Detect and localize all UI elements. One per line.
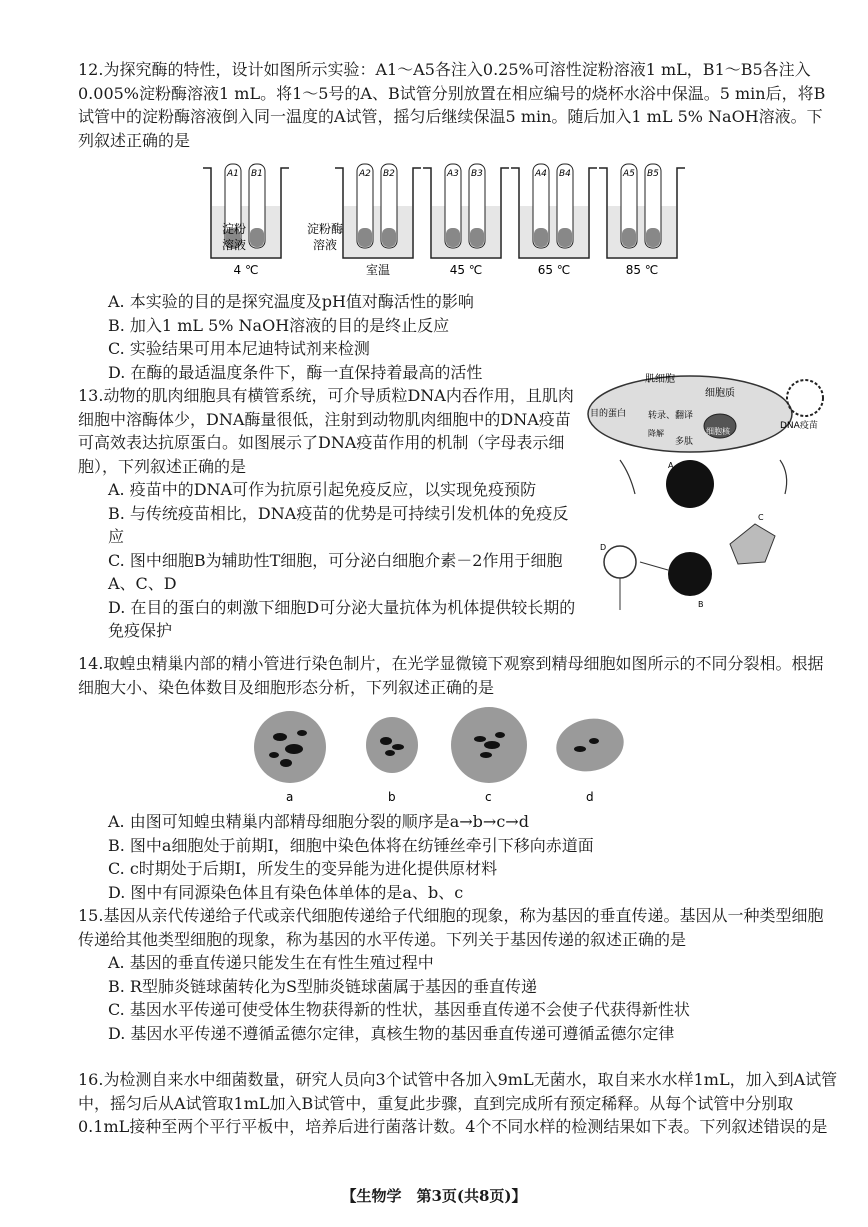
question-15 (78, 904, 838, 1045)
label-starch: 淀粉 (222, 222, 247, 236)
q14-option-d[interactable]: D. 图中有同源染色体且有染色体单体的是a、b、c (108, 882, 464, 902)
q13-option-a[interactable]: A. 疫苗中的DNA可作为抗原引起免疫反应，以实现免疫预防 (108, 480, 537, 499)
cell-label-a: a (286, 790, 294, 804)
q14-option-c[interactable]: C. c时期处于后期Ⅰ，所发生的变异能为进化提供原材料 (108, 859, 498, 878)
temperature-label: 65 ℃ (537, 263, 571, 277)
q12-option-b[interactable]: B. 加入1 mL 5% NaOH溶液的目的是终止反应 (108, 315, 450, 335)
label-starch-2: 溶液 (222, 238, 247, 252)
tube-label: A3 (447, 169, 459, 179)
temperature-label: 85 ℃ (625, 263, 659, 277)
tube-label: B2 (383, 169, 395, 179)
tube-solution (470, 228, 484, 247)
label-enzyme: 降解 (648, 429, 664, 438)
tube-label: B1 (251, 169, 263, 179)
question-14-options (78, 810, 838, 904)
page-footer: 【生物学 第3页(共8页)】 (341, 1187, 527, 1205)
tube-label: B5 (647, 169, 659, 179)
water-bath (432, 206, 500, 257)
question-16-stem: 16.为检测自来水中细菌数量，研究人员向3个试管中各加入9mL无菌水，取自来水水样1mL，加入到A试管中，摇匀后从A试管取1mL加入B试管中，重复此步骤，直到完成所有预定稀释。从每个试管中分别取0.1mL接种至两个平行平板中，培养后进行菌落计数。4个不同水样的检测结果如下表。下列叙述错误的是 (78, 1070, 838, 1136)
tube-solution (382, 228, 396, 247)
tube-solution (622, 228, 636, 247)
q14-option-b[interactable]: B. 图中a细胞处于前期Ⅰ，细胞中染色体将在纺锤丝牵引下移向赤道面 (108, 835, 594, 855)
water-bath (520, 206, 588, 257)
tube-label: B4 (559, 169, 571, 179)
label-enzyme-2: 溶液 (313, 238, 338, 252)
label-target-protein: 目的蛋白 (590, 409, 627, 419)
q12-option-a[interactable]: A. 本实验的目的是探究温度及pH值对酶活性的影响 (108, 292, 474, 311)
q12-beaker-figure (185, 160, 705, 280)
q14-option-a[interactable]: A. 由图可知蝗虫精巢内部精母细胞分裂的顺序是a→b→c→d (108, 812, 529, 831)
tube-label: A5 (623, 169, 635, 179)
temperature-label: 室温 (365, 263, 391, 277)
tube-label: A4 (535, 169, 547, 179)
cell-label-d: d (586, 790, 594, 804)
question-14 (78, 652, 838, 699)
q13-option-c[interactable]: C. 图中细胞B为辅助性T细胞，可分泌白细胞介素－2作用于细胞A、C、D (108, 550, 563, 593)
label-cell-a: A (668, 461, 674, 470)
label-transcription: 转录、翻译 (648, 411, 694, 421)
label-cytoplasm: 细胞质 (705, 388, 735, 399)
tube-label: B3 (471, 169, 483, 179)
question-15-stem: 15.基因从亲代传递给子代或亲代细胞传递给子代细胞的现象，称为基因的垂直传递。基因从一种类型细胞传递给其他类型细胞的现象，称为基因的水平传递。下列关于基因传递的叙述正确的是 (78, 906, 824, 949)
label-cell-c: C (758, 513, 764, 522)
label-muscle-cell: 肌细胞 (645, 374, 675, 385)
question-16 (78, 1068, 838, 1139)
temperature-label: 45 ℃ (449, 263, 483, 277)
water-bath (608, 206, 676, 257)
tube-label: A1 (227, 169, 239, 179)
tube-solution (358, 228, 372, 247)
q13-option-d[interactable]: D. 在目的蛋白的刺激下细胞D可分泌大量抗体为机体提供较长期的免疫保护 (108, 597, 576, 640)
q15-option-a[interactable]: A. 基因的垂直传递只能发生在有性生殖过程中 (108, 953, 434, 972)
q15-option-b[interactable]: B. R型肺炎链球菌转化为S型肺炎链球菌属于基因的垂直传递 (108, 976, 537, 996)
q14-cell-figure (250, 705, 630, 805)
label-cell-b: B (698, 600, 704, 609)
cell-label-c: c (485, 790, 492, 804)
tube-solution (646, 228, 660, 247)
question-13-stem: 13.动物的肌肉细胞具有横管系统，可介导质粒DNA内吞作用，且肌肉细胞中溶酶体少，DNA酶量很低，注射到动物肌肉细胞中的DNA疫苗可高效表达抗原蛋白。如图展示了DNA疫苗作用的机制（字母表示细胞），下列叙述正确的是 (78, 386, 574, 476)
q12-option-c[interactable]: C. 实验结果可用本尼迪特试剂来检测 (108, 339, 370, 358)
label-nucleus: 细胞核 (706, 427, 730, 436)
q12-option-d[interactable]: D. 在酶的最适温度条件下，酶一直保持着最高的活性 (108, 362, 483, 382)
q15-option-d[interactable]: D. 基因水平传递不遵循孟德尔定律，真核生物的基因垂直传递可遵循孟德尔定律 (108, 1023, 675, 1043)
question-14-stem: 14.取蝗虫精巢内部的精小管进行染色制片，在光学显微镜下观察到精母细胞如图所示的不同分裂相。根据细胞大小、染色体数目及细胞形态分析，下列叙述正确的是 (78, 654, 824, 697)
tube-solution (446, 228, 460, 247)
water-bath (344, 206, 412, 257)
tube-solution (558, 228, 572, 247)
question-12 (78, 58, 838, 152)
question-13 (78, 384, 578, 643)
tube-solution (534, 228, 548, 247)
label-cell-d: D (600, 543, 607, 552)
tube-label: A2 (359, 169, 371, 179)
temperature-label: 4 ℃ (233, 263, 259, 277)
question-12-stem: 12.为探究酶的特性，设计如图所示实验：A1～A5各注入0.25%可溶性淀粉溶液1 mL，B1～B5各注入0.005%淀粉酶溶液1 mL。将1～5号的A、B试管分别放置在相应编号的烧杯水浴中保温。5 min后，将B试管中的淀粉酶溶液倒入同一温度的A试管，摇匀后继续保温5 min。随后加入1 mL 5% NaOH溶液。下列叙述正确的是 (78, 60, 826, 150)
cell-label-b: b (388, 790, 396, 804)
q13-dna-vaccine-figure (580, 364, 840, 614)
tube-solution (250, 228, 264, 247)
q13-option-b[interactable]: B. 与传统疫苗相比，DNA疫苗的优势是可持续引发机体的免疫反应 (108, 503, 569, 546)
q15-option-c[interactable]: C. 基因水平传递可使受体生物获得新的性状，基因垂直传递不会使子代获得新性状 (108, 1000, 690, 1019)
label-dna-vaccine: DNA疫苗 (780, 421, 818, 431)
label-peptide: 多肽 (675, 437, 694, 447)
label-enzyme: 淀粉酶 (307, 222, 344, 236)
